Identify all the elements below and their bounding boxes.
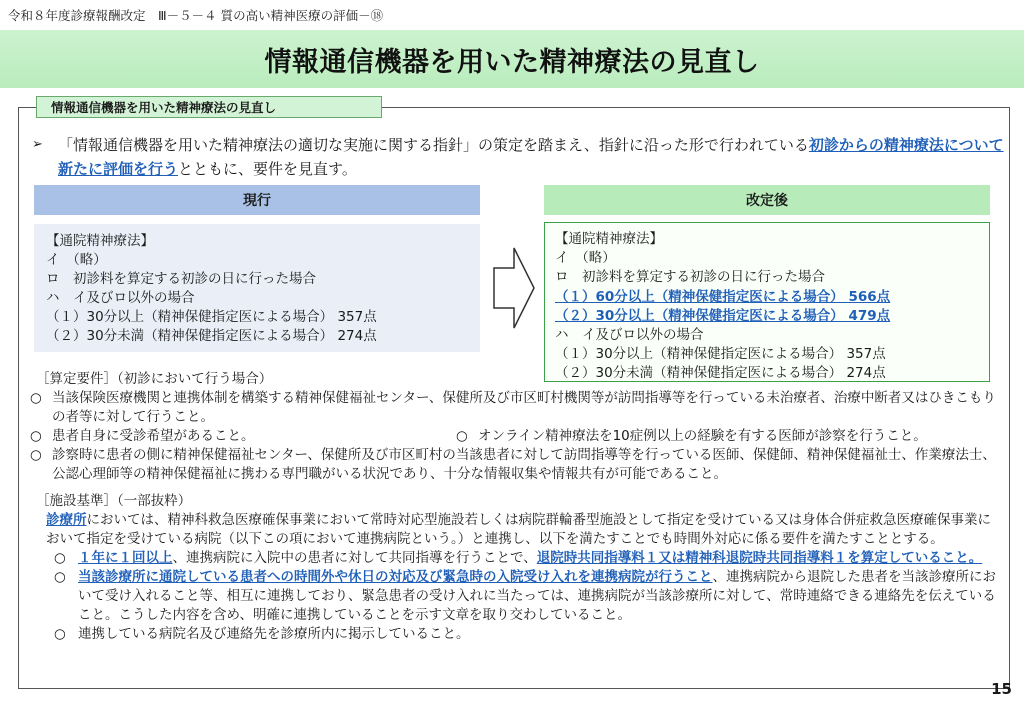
revised-panel: [544, 222, 990, 382]
revised-line: （２）30分未満（精神保健指定医による場合） 274点: [555, 365, 886, 382]
title-banner: [0, 30, 1024, 88]
breadcrumb: 令和８年度診療報酬改定 Ⅲ－５－４ 質の高い精神医療の評価－⑱: [8, 8, 384, 23]
circle-mark: ○: [456, 428, 468, 444]
intro-text-2: とともに、要件を見直す。: [178, 160, 357, 178]
facility-text: 連携している病院名及び連絡先を診療所内に掲示していること。: [78, 626, 470, 642]
circle-mark: ○: [30, 390, 42, 406]
revised-new-line: （１）60分以上（精神保健指定医による場合） 566点: [555, 288, 891, 305]
requirement-item: [26, 389, 998, 427]
page-title: 情報通信機器を用いた精神療法の見直し: [264, 46, 760, 78]
bullet-arrow-icon: ➢: [32, 137, 43, 152]
requirements-heading: ［算定要件］（初診において行う場合）: [36, 371, 273, 387]
revised-line: イ （略）: [555, 250, 616, 267]
current-panel: [34, 224, 480, 352]
circle-mark: ○: [54, 569, 66, 585]
facility-item: [26, 625, 998, 644]
intro-paragraph: [32, 133, 1007, 181]
intro-text-1: 「情報通信機器を用いた精神療法の適切な実施に関する指針」の策定を踏まえ、指針に沿った形で行われている: [58, 136, 809, 154]
facility-text: 、連携病院に入院中の患者に対して共同指導を行うことで、: [172, 550, 537, 566]
circle-mark: ○: [54, 626, 66, 642]
intro-emphasis: 初診からの精神療法について新たに評価を行う: [58, 136, 1004, 178]
facility-emphasis: 診療所: [46, 512, 87, 528]
requirements-section: [26, 370, 998, 484]
requirement-text: 患者自身に受診希望があること。: [52, 428, 255, 444]
circle-mark: ○: [30, 428, 42, 444]
facility-paragraph: [26, 511, 998, 549]
circle-mark: ○: [30, 447, 42, 463]
current-line: （１）30分以上（精神保健指定医による場合） 357点: [46, 309, 377, 325]
revised-line: ハ イ及びロ以外の場合: [555, 327, 704, 344]
circle-mark: ○: [54, 550, 66, 566]
requirement-text: 診察時に患者の側に精神保健福祉センター、保健所及び市区町村の当該患者に対して訪問指導等を行っている医師、保健師、精神保健福祉士、作業療法士、公認心理師等の精神保健福祉に携わる専門職がいる状況であり、十分な情報収集や情報共有が可能であること。: [52, 447, 996, 482]
revised-line: ロ 初診料を算定する初診の日に行った場合: [555, 269, 825, 286]
current-heading: 現行: [34, 185, 480, 215]
facility-emphasis: １年に１回以上: [78, 550, 173, 566]
revised-heading: 改定後: [544, 185, 990, 215]
section-tab: 情報通信機器を用いた精神療法の見直し: [36, 96, 382, 118]
requirement-text: オンライン精神療法を10症例以上の経験を有する医師が診察を行うこと。: [478, 428, 927, 444]
current-line: （２）30分未満（精神保健指定医による場合） 274点: [46, 328, 377, 344]
current-line: 【通院精神療法】: [46, 233, 154, 249]
current-line: イ （略）: [46, 252, 107, 268]
right-arrow-icon: [492, 246, 536, 330]
facility-section: [26, 492, 998, 644]
facility-item: [26, 549, 998, 568]
facility-text: 、連携病院から退院した患者を当該診療所において受け入れること等、相互に連携しており、緊急患者の受け入れに当たっては、連携病院が当該診療所に対して、常時連絡できる連絡先を伝えていること。こうした内容を含め、明確に連携していることを示す文章を取り交わしていること。: [78, 569, 996, 623]
current-line: ロ 初診料を算定する初診の日に行った場合: [46, 271, 316, 287]
current-line: ハ イ及びロ以外の場合: [46, 290, 195, 306]
facility-item: [26, 568, 998, 625]
facility-emphasis: 当該診療所に通院している患者への時間外や休日の対応及び緊急時の入院受け入れを連携病院が行うこと: [78, 569, 713, 585]
requirement-text: 当該保険医療機関と連携体制を構築する精神保健福祉センター、保健所及び市区町村機関等が訪問指導等を行っている未治療者、治療中断者又はひきこもりの者等に対して行うこと。: [52, 390, 996, 425]
facility-emphasis: 退院時共同指導料１又は精神科退院時共同指導料１を算定していること。: [536, 550, 983, 566]
requirement-item: [26, 446, 998, 484]
revised-line: （１）30分以上（精神保健指定医による場合） 357点: [555, 346, 886, 363]
revised-new-line: （２）30分以上（精神保健指定医による場合） 479点: [555, 307, 891, 324]
page-number: 15: [991, 680, 1012, 698]
facility-text: においては、精神科救急医療確保事業において常時対応型施設若しくは病院群輪番型施設として指定を受けている又は身体合併症救急医療確保事業において指定を受けている病院（以下この項において連携病院という。）と連携し、以下を満たすことでも時間外対応に係る要件を満たすこととする。: [46, 512, 991, 547]
requirement-item-row: [26, 427, 998, 446]
facility-heading: ［施設基準］（一部抜粋）: [36, 493, 192, 509]
revised-line: 【通院精神療法】: [555, 231, 663, 247]
